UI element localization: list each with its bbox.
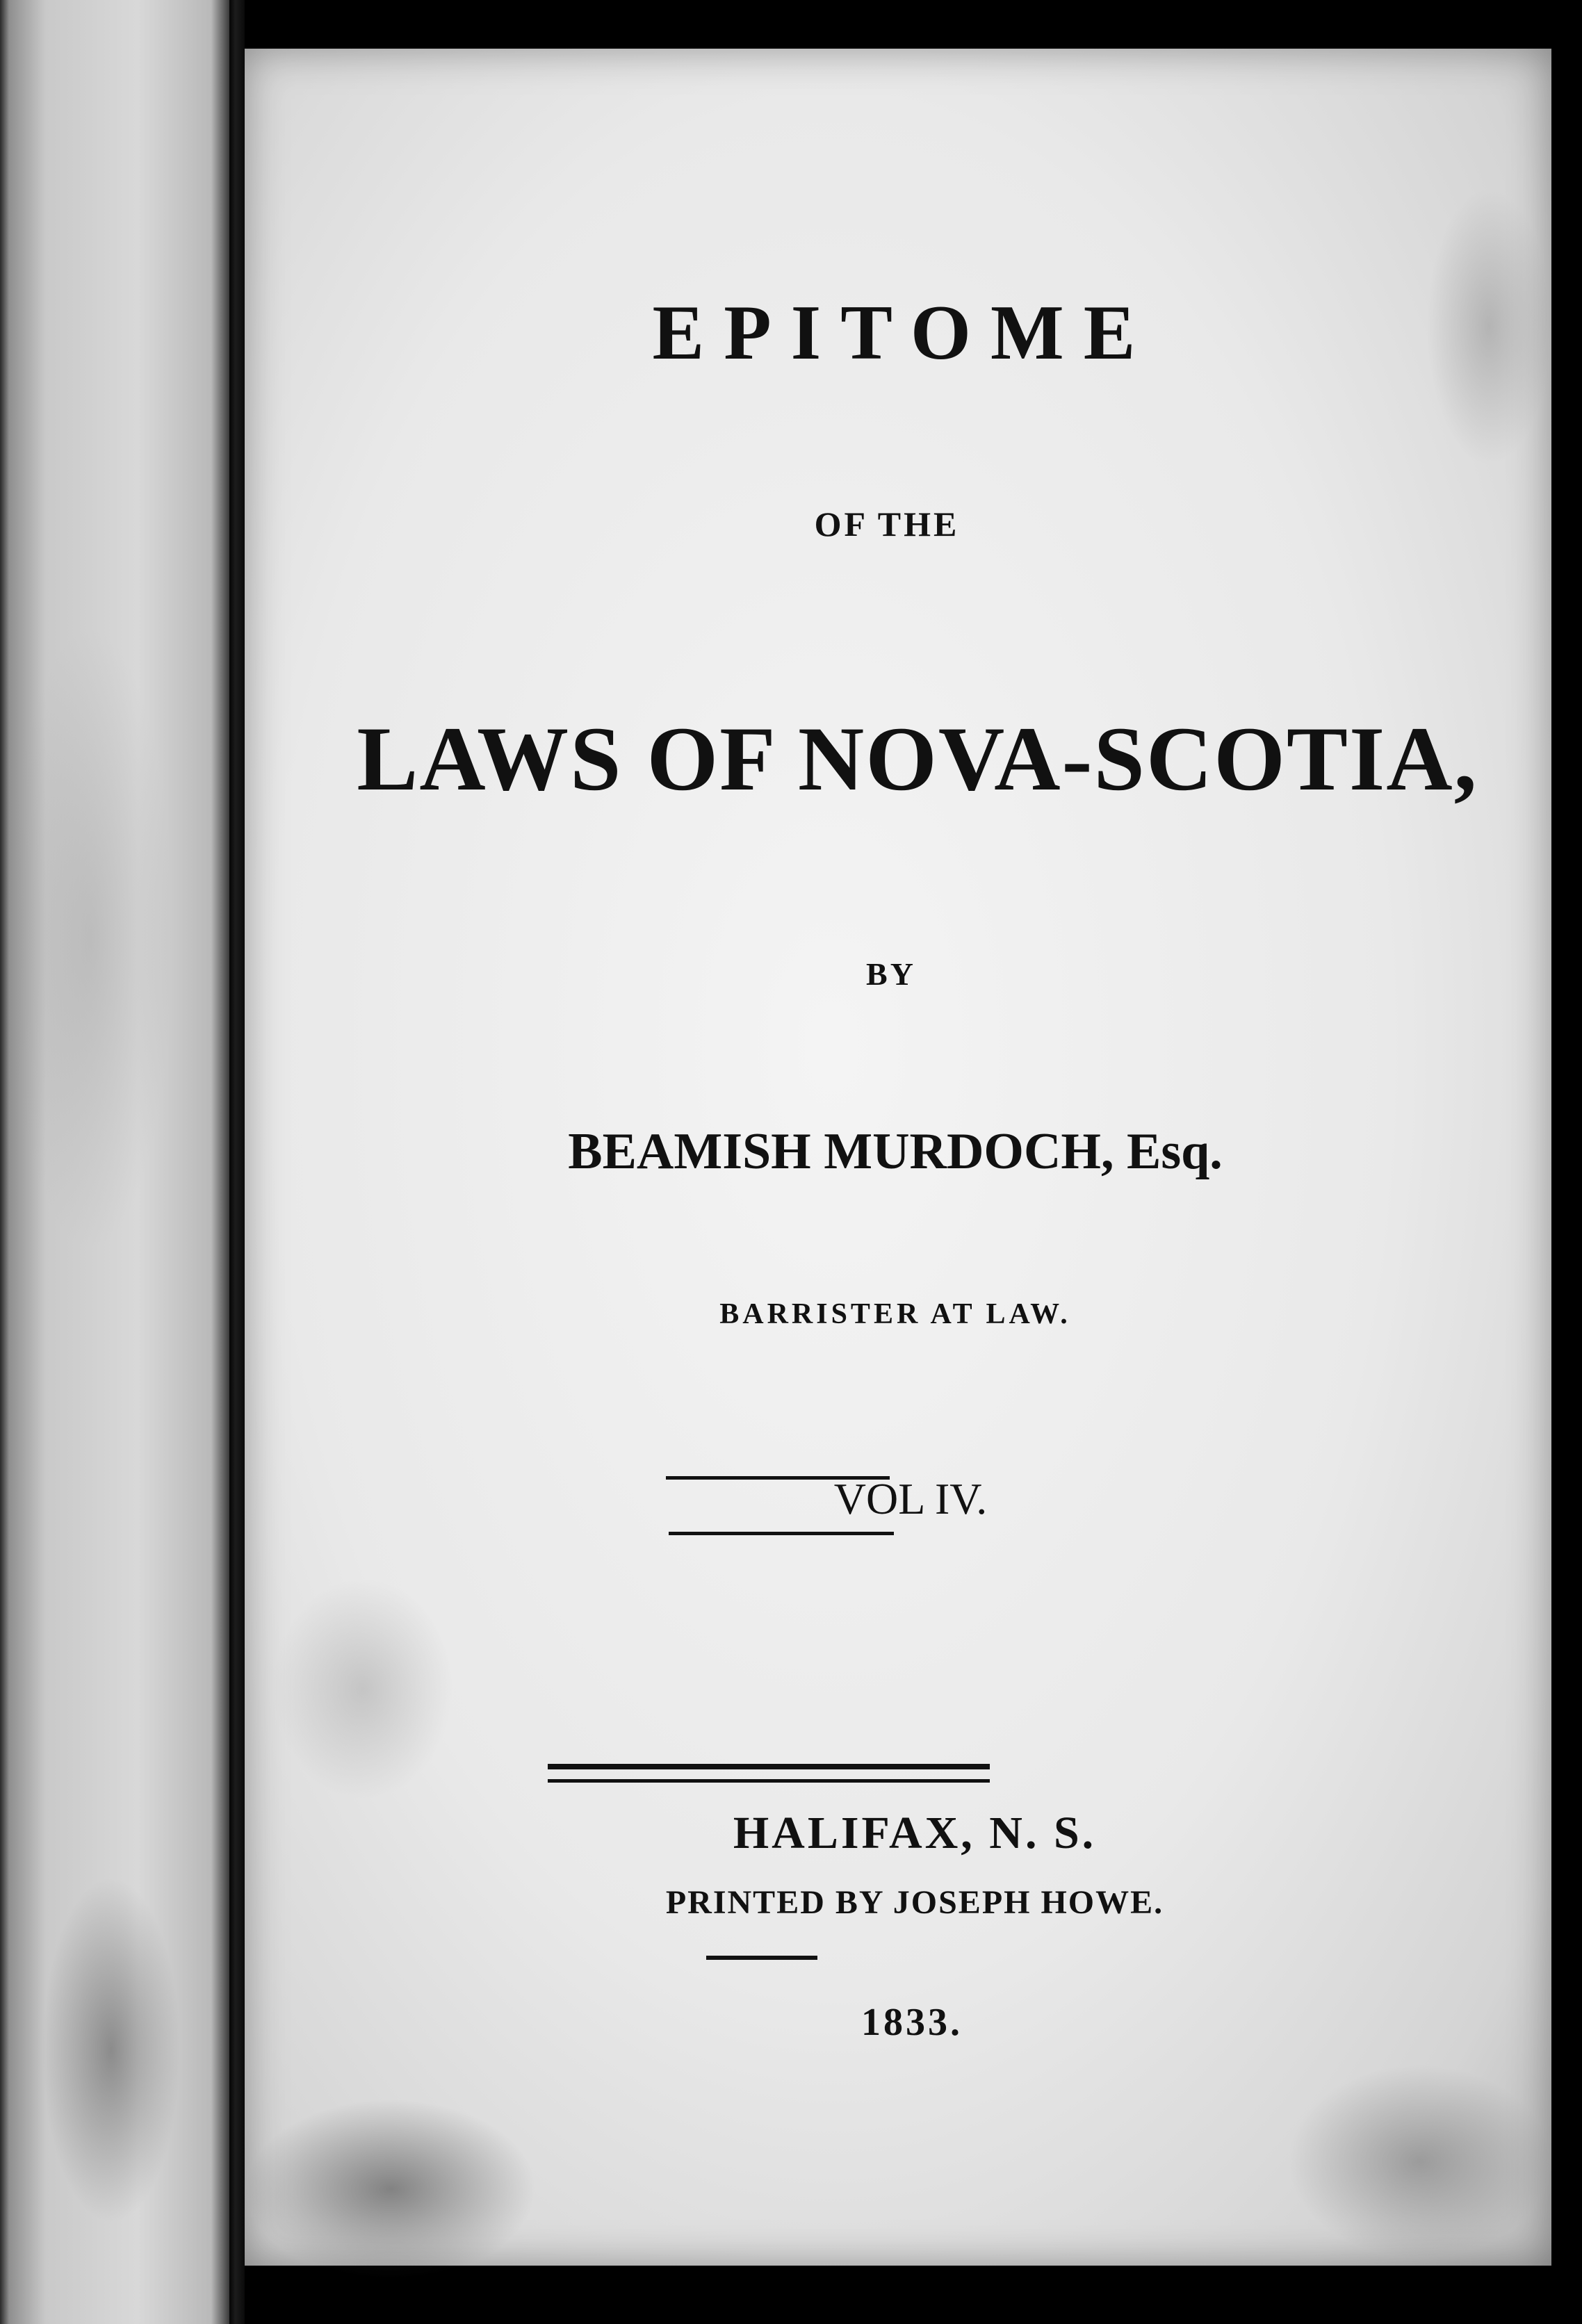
imprint-place: HALIFAX, N. S. bbox=[733, 1808, 1097, 1858]
stain bbox=[42, 1876, 181, 2224]
imprint-rule-thick bbox=[548, 1764, 990, 1769]
volume-number: VOL IV. bbox=[833, 1474, 988, 1523]
imprint-rule-thin bbox=[548, 1779, 990, 1783]
stain bbox=[1287, 2064, 1551, 2259]
byline-prefix: BY bbox=[866, 956, 916, 992]
publication-year: 1833. bbox=[861, 2001, 963, 2044]
stain bbox=[7, 625, 174, 1251]
author-profession: BARRISTER AT LAW. bbox=[719, 1298, 1071, 1330]
heading-epitome: EPITOME bbox=[652, 290, 1155, 376]
volume-rule-bottom bbox=[669, 1532, 894, 1535]
title-page bbox=[245, 49, 1551, 2266]
connector-of-the: OF THE bbox=[814, 505, 960, 543]
imprint-printer: PRINTED BY JOSEPH HOWE. bbox=[665, 1884, 1164, 1921]
facing-page-edge bbox=[0, 0, 229, 2324]
stain bbox=[245, 2099, 537, 2280]
author-name: BEAMISH MURDOCH, Esq. bbox=[568, 1123, 1223, 1180]
year-rule bbox=[706, 1956, 817, 1960]
stain bbox=[272, 1578, 453, 1800]
book-title: LAWS OF NOVA-SCOTIA, bbox=[357, 707, 1478, 810]
